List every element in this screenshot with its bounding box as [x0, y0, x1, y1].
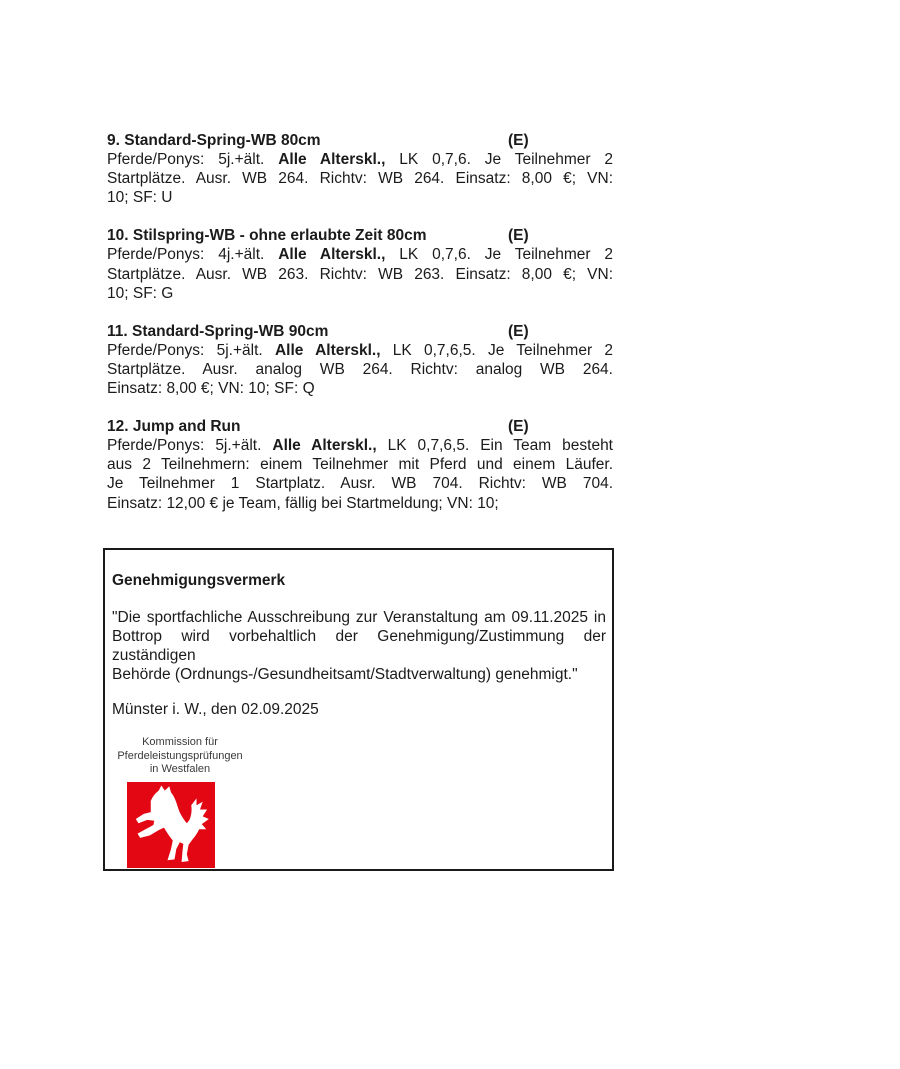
class-marker: (E)	[508, 418, 529, 436]
westfalen-horse-icon	[127, 782, 215, 868]
text-segment: Behörde (Ordnungs-/Gesundheitsamt/Stadtverwaltung) genehmigt."	[112, 666, 578, 684]
class-title: 11. Standard-Spring-WB 90cm	[107, 322, 329, 340]
commission-caption-line: Kommission für	[142, 736, 218, 749]
class-description-line	[107, 150, 613, 169]
class-description-line	[107, 455, 613, 474]
approval-title: Genehmigungsvermerk	[112, 572, 286, 589]
text-segment: Pferde/Ponys: 5j.+ält.	[107, 151, 279, 169]
text-segment: Bottrop wird vorbehaltlich der Genehmigung/Zustimmung der zuständigen	[112, 628, 606, 665]
text-segment-bold: Alle Alterskl.,	[272, 437, 377, 455]
class-section-12	[107, 417, 613, 512]
class-description-line	[107, 436, 613, 455]
commission-caption-line: in Westfalen	[149, 763, 211, 776]
text-segment: LK 0,7,6. Je Teilnehmer 2	[385, 151, 614, 169]
class-description-line	[107, 379, 613, 398]
text-segment: Pferde/Ponys: 5j.+ält.	[107, 437, 273, 455]
class-marker: (E)	[508, 132, 529, 149]
class-description	[107, 436, 613, 512]
text-segment: 10; SF: G	[107, 284, 174, 302]
approval-box	[103, 548, 614, 871]
text-segment: Startplätze. Ausr. WB 264. Richtv: WB 264. Einsatz: 8,00 €; VN:	[107, 170, 613, 188]
class-description-line	[107, 341, 613, 360]
class-description	[107, 245, 613, 302]
class-heading	[107, 131, 613, 150]
class-heading	[107, 417, 613, 436]
class-description	[107, 341, 613, 398]
class-heading	[107, 226, 613, 245]
class-marker: (E)	[508, 227, 529, 245]
class-marker: (E)	[508, 322, 529, 340]
commission-caption	[112, 736, 248, 776]
text-segment: "Die sportfachliche Ausschreibung zur Veranstaltung am 09.11.2025 in	[112, 609, 606, 626]
text-segment-bold: Alle Alterskl.,	[278, 151, 386, 169]
class-description-line	[107, 265, 613, 284]
approval-quote-line	[112, 608, 606, 627]
class-description-line	[107, 284, 613, 303]
text-segment: Einsatz: 8,00 €; VN: 10; SF: Q	[107, 380, 315, 398]
class-description-line	[107, 245, 613, 264]
text-segment: Pferde/Ponys: 5j.+ält.	[107, 341, 275, 359]
text-segment: Einsatz: 12,00 € je Team, fällig bei Startmeldung; VN: 10;	[107, 494, 499, 512]
approval-quote	[112, 608, 606, 684]
text-segment: LK 0,7,6. Je Teilnehmer 2	[385, 246, 614, 264]
class-description-line	[107, 474, 613, 493]
class-description	[107, 150, 613, 207]
class-description-line	[107, 188, 613, 207]
westfalen-horse-logo	[127, 782, 215, 868]
class-title: 12. Jump and Run	[107, 418, 241, 436]
class-section-11	[107, 322, 613, 398]
place-date: Münster i. W., den 02.09.2025	[112, 701, 319, 719]
text-segment: LK 0,7,6,5. Je Teilnehmer 2	[380, 341, 613, 359]
class-list	[107, 131, 613, 532]
class-description-line	[107, 360, 613, 379]
text-segment: Pferde/Ponys: 4j.+ält.	[107, 246, 279, 264]
text-segment: aus 2 Teilnehmern: einem Teilnehmer mit Pferd und einem Läufer.	[107, 456, 613, 474]
class-description-line	[107, 169, 613, 188]
text-segment: Startplätze. Ausr. analog WB 264. Richtv: analog WB 264.	[107, 360, 613, 378]
approval-quote-line	[112, 665, 606, 684]
class-section-10	[107, 226, 613, 302]
commission-caption-line: Pferdeleistungsprüfungen	[117, 749, 243, 762]
class-description-line	[107, 494, 613, 513]
text-segment: LK 0,7,6,5. Ein Team besteht	[376, 437, 613, 455]
class-section-9	[107, 131, 613, 207]
text-segment-bold: Alle Alterskl.,	[274, 341, 381, 359]
class-title: 9. Standard-Spring-WB 80cm	[107, 132, 321, 149]
class-heading	[107, 322, 613, 341]
text-segment-bold: Alle Alterskl.,	[278, 246, 386, 264]
approval-quote-line	[112, 627, 606, 665]
text-segment: Startplätze. Ausr. WB 263. Richtv: WB 263. Einsatz: 8,00 €; VN:	[107, 265, 613, 283]
text-segment: Je Teilnehmer 1 Startplatz. Ausr. WB 704. Richtv: WB 704.	[107, 475, 613, 493]
text-segment: 10; SF: U	[107, 189, 173, 207]
class-title: 10. Stilspring-WB - ohne erlaubte Zeit 80cm	[107, 227, 427, 245]
